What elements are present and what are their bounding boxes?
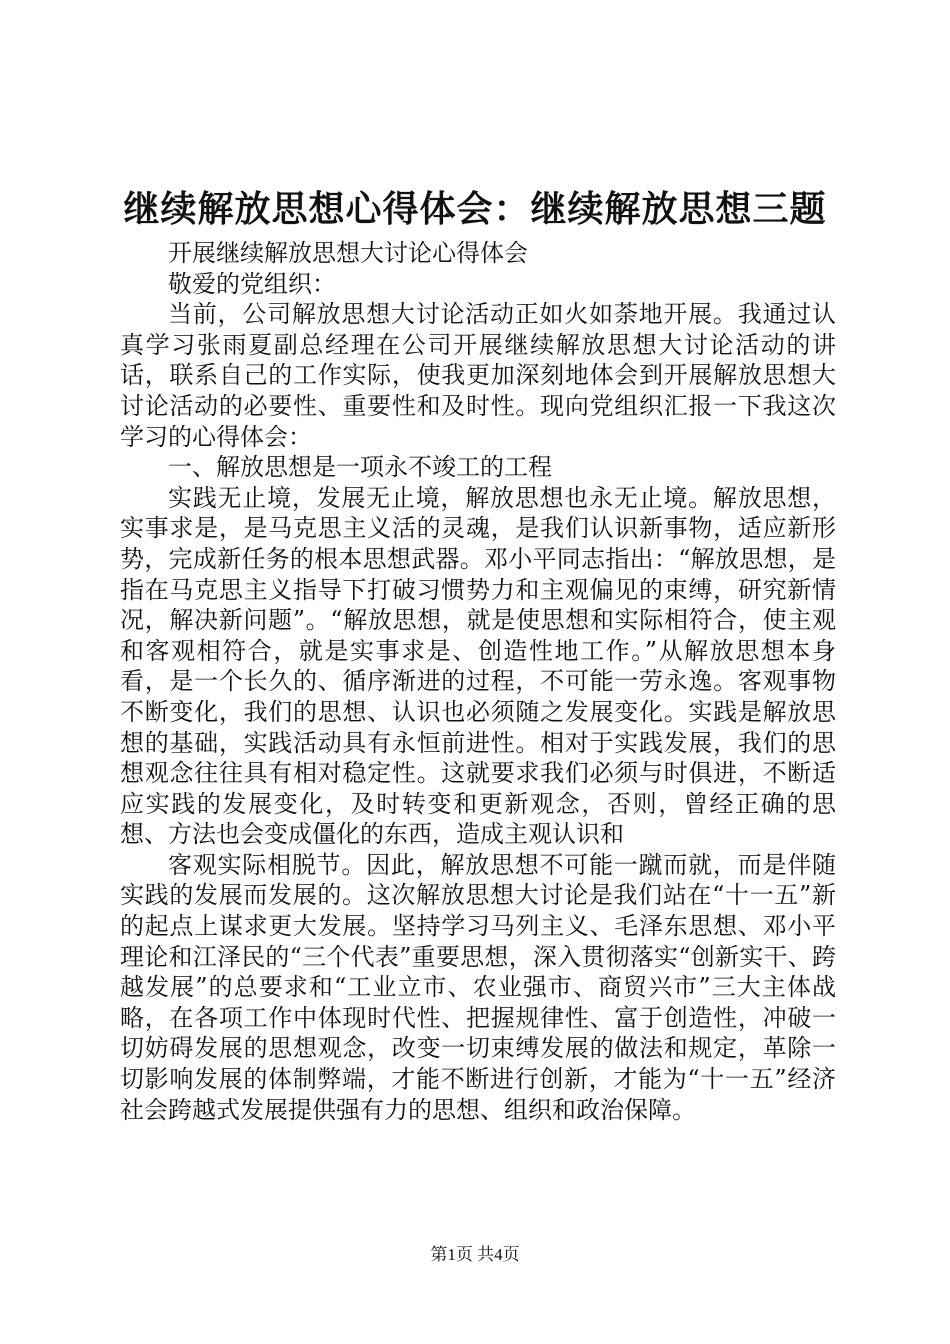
body-paragraph: 实践无止境，发展无止境，解放思想也永无止境。解放思想，实事求是，是马克思主义活的灵魂，是我们认识新事物，适应新形势，完成新任务的根本思想武器。邓小平同志指出：“解放思想，是指在马克思主义指导下打破习惯势力和主观偏见的束缚，研究新情况，解决新问题”。“解放思想，就是使思想和实际相符合，使主观和客观相符合，就是实事求是、创造性地工作。”从解放思想本身看，是一个长久的、循序渐进的过程，不可能一劳永逸。客观事物不断变化，我们的思想、认识也必须随之发展变化。实践是解放思想的基础，实践活动具有永恒前进性。相对于实践发展，我们的思想观念往往具有相对稳定性。这就要求我们必须与时俱进，不断适应实践的发展变化，及时转变和更新观念，否则，曾经正确的思想、方法也会变成僵化的东西，造成主观认识和	[120, 483, 836, 849]
body-paragraph: 客观实际相脱节。因此，解放思想不可能一蹴而就，而是伴随实践的发展而发展的。这次解放思想大讨论是我们站在“十一五”新的起点上谋求更大发展。坚持学习马列主义、毛泽东思想、邓小平理论和江泽民的“三个代表”重要思想，深入贯彻落实“创新实干、跨越发展”的总要求和“工业立市、农业强市、商贸兴市”三大主体战略，在各项工作中体现时代性、把握规律性、富于创造性，冲破一切妨碍发展的思想观念，改变一切束缚发展的做法和规定，革除一切影响发展的体制弊端，才能不断进行创新，才能为“十一五”经济社会跨越式发展提供强有力的思想、组织和政治保障。	[120, 850, 836, 1124]
document-body	[120, 238, 836, 1125]
section-heading: 一、解放思想是一项永不竣工的工程	[168, 453, 552, 482]
intro-paragraph: 当前，公司解放思想大讨论活动正如火如荼地开展。我通过认真学习张雨夏副总经理在公司开展继续解放思想大讨论活动的讲话，联系自己的工作实际，使我更加深刻地体会到开展解放思想大讨论活动的必要性、重要性和及时性。现向党组织汇报一下我这次学习的心得体会：	[120, 300, 836, 451]
subtitle-paragraph: 开展继续解放思想大讨论心得体会	[168, 239, 528, 267]
salutation-paragraph: 敬爱的党组织：	[168, 269, 336, 298]
page-footer: 第1页 共4页	[430, 1245, 520, 1264]
document-title: 继续解放思想心得体会：继续解放思想三题	[123, 188, 827, 230]
